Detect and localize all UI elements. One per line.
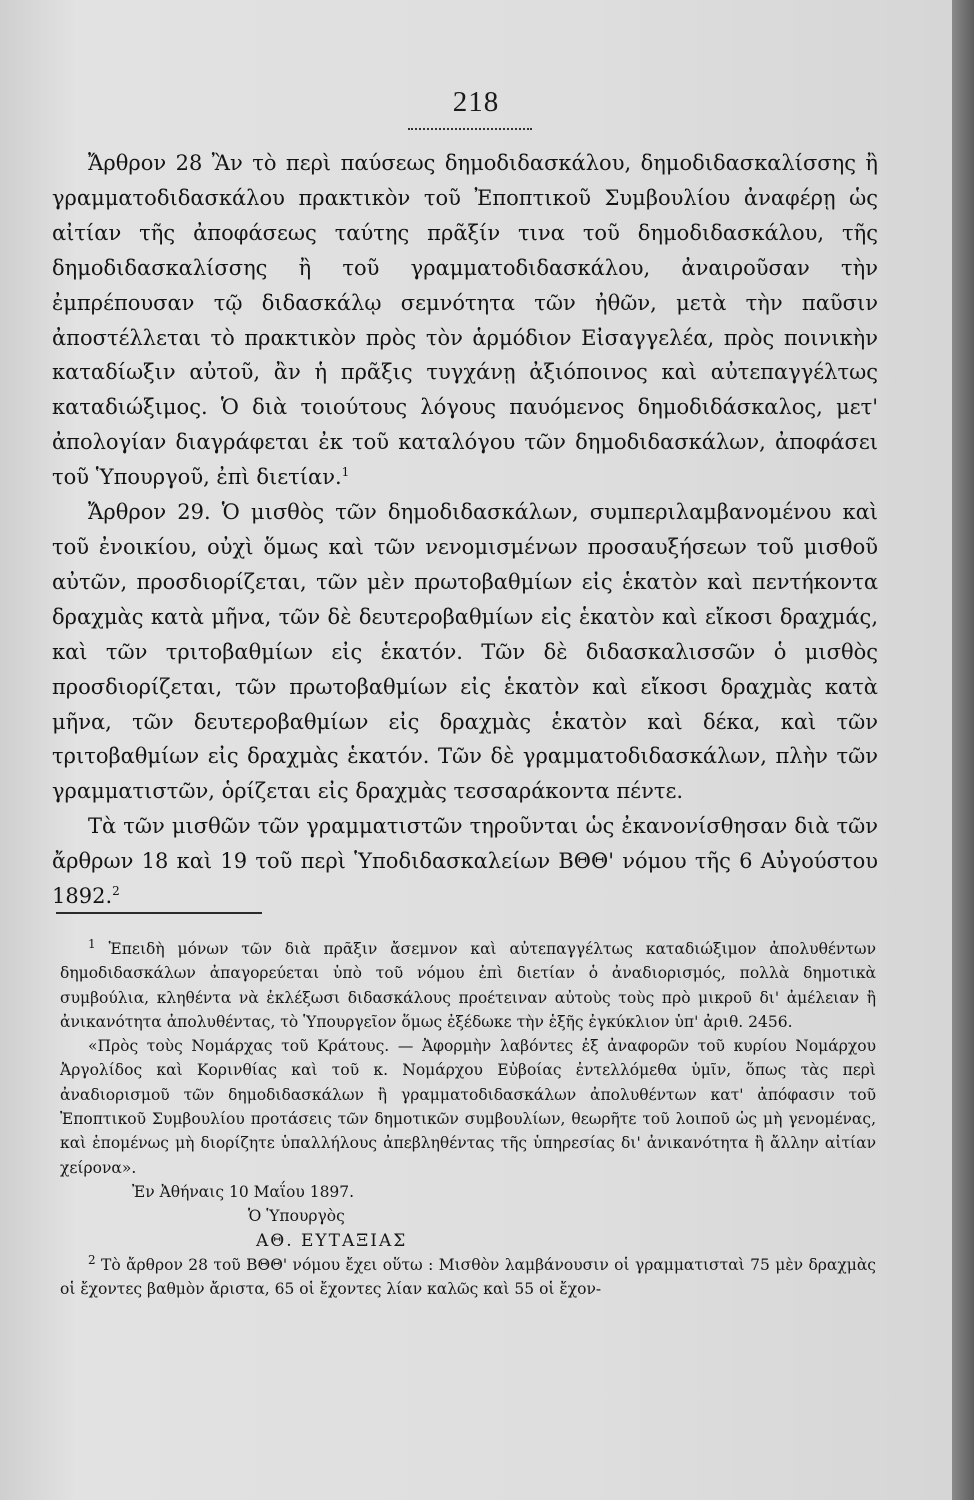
header-divider — [408, 128, 532, 130]
footnote-ref-1[interactable]: 1 — [341, 465, 350, 480]
footnotes — [60, 937, 876, 1301]
footnote-1-role: Ὁ Ὑπουργὸς — [248, 1207, 345, 1226]
footnote-2-marker: 2 — [88, 1252, 96, 1267]
footnote-1-text: Ἐπειδὴ μόνων τῶν διὰ πρᾶξιν ἄσεμνον καὶ αὐτεπαγγέλτως καταδιώξιμον ἀπολυθέντων δημοδιδασκάλων ἀπαγορεύεται ὑπὸ τοῦ νόμου ἐπὶ διετίαν ὁ ἀναδιορισμός, πολλὰ δημοτικὰ συμβούλια, κληθέντα νὰ ἐκλέξωσι διδασκάλους προέτειναν αὐτοὺς τοὺς πρὸ μικροῦ δι' ἀμέλειαν ἢ ἀνικανότητα ἀπολυθέντας, τὸ Ὑπουργεῖον ὅμως ἐξέδωκε τὴν ἑξῆς ἐγκύκλιον ὑπ' ἀριθ. 2456. — [60, 940, 876, 1031]
footnote-1-signatory: ΑΘ. ΕΥΤΑΞΙΑΣ — [256, 1230, 408, 1251]
article-29-paragraph: Ἄρθρον 29. Ὁ μισθὸς τῶν δημοδιδασκάλων, συμπεριλαμβανομένου καὶ τοῦ ἐνοικίου, οὐχὶ ὅμως καὶ τῶν νενομισμένων προσαυξήσεων τοῦ μισθοῦ αὐτῶν, προσδιορίζεται, τῶν μὲν πρωτοβαθμίων εἰς ἑκατὸν καὶ πεντήκοντα δραχμὰς κατὰ μῆνα, τῶν δὲ δευτεροβαθμίων εἰς ἑκατὸν καὶ εἴκοσι δραχμάς, καὶ τῶν τριτοβαθμίων εἰς ἑκατόν. Τῶν δὲ διδασκαλισσῶν ὁ μισθὸς προσδιορίζεται, τῶν πρωτοβαθμίων εἰς ἑκατὸν καὶ εἴκοσι δραχμὰς κατὰ μῆνα, τῶν δευτεροβαθμίων εἰς δραχμὰς ἑκατὸν καὶ δέκα, καὶ τῶν τριτοβαθμίων εἰς δραχμὰς ἑκατόν. Τῶν δὲ γραμματοδιδασκάλων, πλὴν τῶν γραμματιστῶν, ὁρίζεται εἰς δραχμὰς τεσσαράκοντα πέντε. — [52, 500, 878, 804]
page-number: 218 — [452, 86, 500, 118]
salaries-text: Τὰ τῶν μισθῶν τῶν γραμματιστῶν τηροῦνται ὡς ἐκανονίσθησαν διὰ τῶν ἄρθρων 18 καὶ 19 τοῦ περὶ Ὑποδιδασκαλείων ΒΘΘ' νόμου τῆς 6 Αὐγούστου 1892. — [52, 814, 878, 909]
article-28-paragraph — [52, 146, 878, 495]
article-28-text: Ἄρθρον 28 Ἂν τὸ περὶ παύσεως δημοδιδασκάλου, δημοδιδασκαλίσσης ἢ γραμματοδιδασκάλου πρακτικὸν τοῦ Ἐποπτικοῦ Συμβουλίου ἀναφέρῃ ὡς αἰτίαν τῆς ἀποφάσεως ταύτης πρᾶξίν τινα τοῦ δημοδιδασκάλου, τῆς δημοδιδασκαλίσσης ἢ τοῦ γραμματοδιδασκάλου, ἀναιροῦσαν τὴν ἐμπρέπουσαν τῷ διδασκάλῳ σεμνότητα τῶν ἠθῶν, μετὰ τὴν παῦσιν ἀποστέλλεται τὸ πρακτικὸν πρὸς τὸν ἁρμόδιον Εἰσαγγελέα, πρὸς ποινικὴν καταδίωξιν αὐτοῦ, ἂν ἡ πρᾶξις τυγχάνῃ ἀξιόποινος καὶ αὐτεπαγγέλτως καταδιώξιμος. Ὁ διὰ τοιούτους λόγους παυόμενος δημοδιδάσκαλος, μετ' ἀπολογίαν διαγράφεται ἐκ τοῦ καταλόγου τῶν δημοδιδασκάλων, ἀποφάσει τοῦ Ὑπουργοῦ, ἐπὶ διετίαν. — [52, 151, 878, 490]
footnote-ref-2[interactable]: 2 — [112, 884, 120, 899]
footnote-1-marker: 1 — [88, 936, 96, 951]
footnote-1 — [60, 937, 876, 1034]
footnote-2-text: Τὸ ἄρθρον 28 τοῦ ΒΘΘ' νόμου ἔχει οὕτω : Μισθὸν λαμβάνουσιν οἱ γραμματισταὶ 75 μὲν δραχμὰς οἱ ἔχοντες βαθμὸν ἄριστα, 65 οἱ ἔχοντες λίαν καλῶς καὶ 55 οἱ ἔχον- — [60, 1255, 876, 1299]
salaries-paragraph — [52, 809, 878, 914]
page-edge-shadow — [952, 0, 974, 1500]
footnote-2 — [60, 1253, 876, 1302]
footnote-divider — [56, 912, 262, 914]
main-text — [52, 146, 878, 914]
footnote-1-place-date: Ἐν Ἀθήναις 10 Μαΐου 1897. — [132, 1182, 355, 1201]
footnote-1-circular: «Πρὸς τοὺς Νομάρχας τοῦ Κράτους. — Ἀφορμὴν λαβόντες ἐξ ἀναφορῶν τοῦ κυρίου Νομάρχου Ἀργολίδος καὶ Κορινθίας καὶ τοῦ κ. Νομάρχου Εὐβοίας ἐντελλόμεθα ὑμῖν, ὅπως τὰς περὶ ἀναδιορισμοῦ τῶν δημοδιδασκάλων ἢ γραμματοδιδασκάλων ἀπολυθέντων κατ' ἀπόφασιν τοῦ Ἐποπτικοῦ Συμβουλίου προτάσεις τῶν δημοτικῶν συμβουλίων, θεωρῆτε τοῦ λοιποῦ ὡς μὴ γενομένας, καὶ ἑπομένως μὴ διορίζητε ὑπαλλήλους ἀπεβληθέντας τῆς ὑπηρεσίας δι' ἀνικανότητα ἢ ἄλλην αἰτίαν χείρονα». — [60, 1037, 876, 1177]
